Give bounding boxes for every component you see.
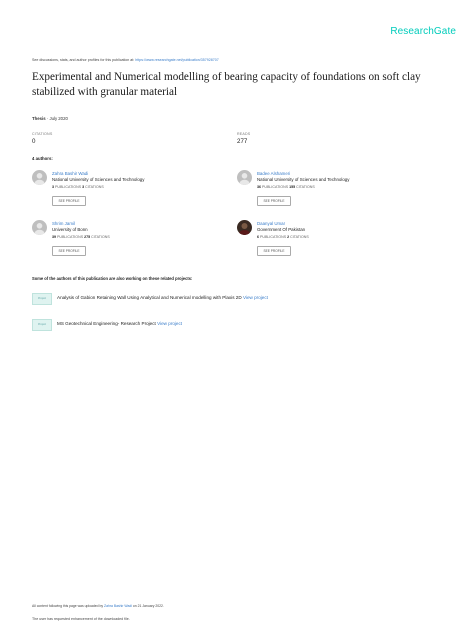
publication-link[interactable]: https://www.researchgate.net/publication/357928707 xyxy=(135,58,219,62)
author-name[interactable]: Shrim Jamil xyxy=(52,221,75,226)
project-title: Analysis of Gabion Retaining Wall Using Analytical and Numerical modelling with Plaxis 2D xyxy=(57,295,242,300)
authors-count-label: 4 authors: xyxy=(32,156,53,161)
author-institution: Government Of Pakistan xyxy=(257,227,306,232)
view-project-link[interactable]: View project xyxy=(157,321,183,326)
project-description xyxy=(57,321,182,326)
see-profile-button[interactable]: SEE PROFILE xyxy=(52,196,86,206)
project-item xyxy=(32,319,452,333)
author-publications-label: PUBLICATIONS xyxy=(262,185,289,189)
author-stats xyxy=(52,185,104,189)
publication-title: Experimental and Numerical modelling of bearing capacity of foundations on soft clay stabilized with granular material xyxy=(32,71,421,98)
author-citations-count: 3 xyxy=(82,185,85,189)
view-project-link[interactable]: View project xyxy=(242,295,268,300)
author-publications-count: 3 xyxy=(52,185,54,189)
author-publications-count: 39 xyxy=(52,235,56,239)
avatar-placeholder-icon[interactable] xyxy=(32,220,47,235)
discussion-prefix: See discussions, stats, and author profiles for this publication at: xyxy=(32,58,135,62)
author-publications-label: PUBLICATIONS xyxy=(57,235,84,239)
project-thumbnail-icon[interactable]: Project xyxy=(32,293,52,305)
publication-type: Thesis xyxy=(32,116,46,121)
author-stats xyxy=(257,235,309,239)
author-institution: National University of Sciences and Technology xyxy=(52,177,145,182)
related-projects-label: Some of the authors of this publication are also working on these related projects: xyxy=(32,276,193,281)
citations-value: 0 xyxy=(32,138,36,145)
see-profile-button[interactable]: SEE PROFILE xyxy=(257,196,291,206)
author-name[interactable]: Badee Alshameri xyxy=(257,171,291,176)
author-card xyxy=(237,220,437,260)
author-citations-count: 275 xyxy=(84,235,91,239)
author-institution: University of Bonn xyxy=(52,227,88,232)
project-thumbnail-icon[interactable]: Project xyxy=(32,319,52,331)
upload-note xyxy=(32,604,164,608)
author-stats xyxy=(257,185,315,189)
author-name[interactable]: Zahra Bashir Wadi xyxy=(52,171,89,176)
discussion-note xyxy=(32,58,219,62)
meta-separator: · xyxy=(45,116,50,121)
author-card xyxy=(237,170,437,210)
author-citations-label: CITATIONS xyxy=(85,185,104,189)
project-item xyxy=(32,293,452,307)
avatar-placeholder-icon[interactable] xyxy=(237,170,252,185)
author-citations-count: 2 xyxy=(287,235,290,239)
avatar-placeholder-icon[interactable] xyxy=(32,170,47,185)
author-stats xyxy=(52,235,110,239)
reads-label: READS xyxy=(237,132,251,136)
author-publications-label: PUBLICATIONS xyxy=(55,185,82,189)
author-publications-label: PUBLICATIONS xyxy=(260,235,287,239)
avatar-photo-icon[interactable] xyxy=(237,220,252,235)
see-profile-button[interactable]: SEE PROFILE xyxy=(257,246,291,256)
citations-label: CITATIONS xyxy=(32,132,53,136)
publication-date: July 2020 xyxy=(49,116,68,121)
publication-meta xyxy=(32,116,68,121)
author-citations-label: CITATIONS xyxy=(290,235,309,239)
author-publications-count: 6 xyxy=(257,235,259,239)
author-citations-label: CITATIONS xyxy=(91,235,110,239)
researchgate-logo[interactable]: ResearchGate xyxy=(390,26,456,37)
upload-note-prefix: All content following this page was uploaded by xyxy=(32,604,104,608)
see-profile-button[interactable]: SEE PROFILE xyxy=(52,246,86,256)
author-name[interactable]: Daanyal Umar xyxy=(257,221,286,226)
project-title: MS Geotechnical Engineering- Research Project xyxy=(57,321,156,326)
enhancement-note: The user has requested enhancement of the downloaded file. xyxy=(32,617,130,621)
author-card xyxy=(32,170,232,210)
author-citations-label: CITATIONS xyxy=(296,185,315,189)
upload-note-date: on 21 January 2022. xyxy=(132,604,164,608)
author-institution: National University of Sciences and Technology xyxy=(257,177,350,182)
project-description xyxy=(57,295,268,300)
author-citations-count: 155 xyxy=(289,185,296,189)
author-publications-count: 36 xyxy=(257,185,261,189)
author-card xyxy=(32,220,232,260)
uploader-link[interactable]: Zahra Bashir Wadi xyxy=(104,604,132,608)
reads-value: 277 xyxy=(237,138,248,145)
